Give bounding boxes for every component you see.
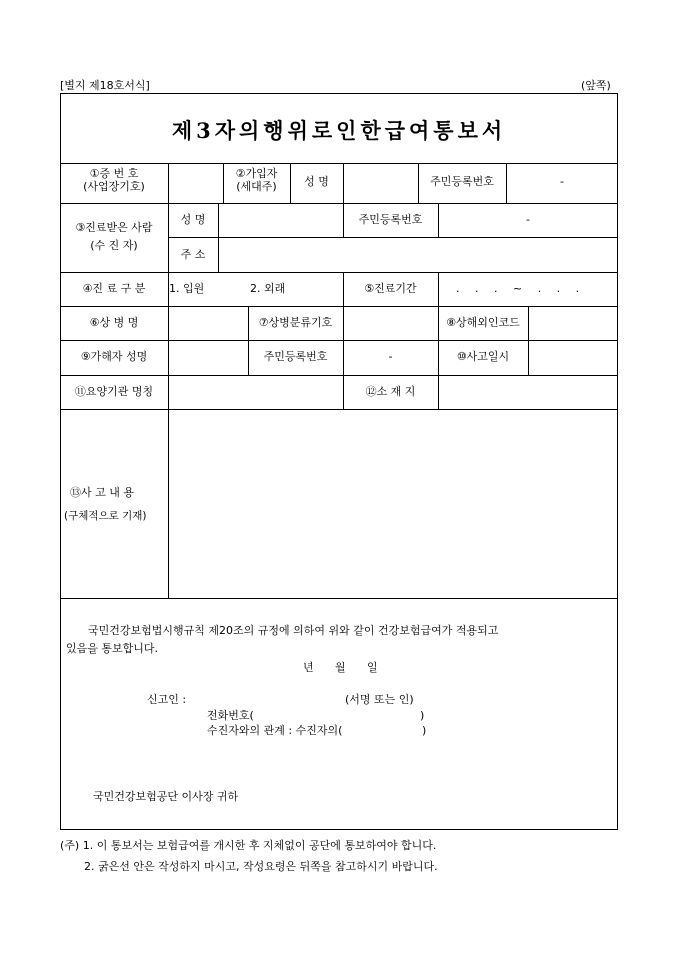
phone-label: 전화번호( bbox=[207, 709, 254, 722]
divider bbox=[343, 306, 344, 375]
accident-details-field[interactable] bbox=[169, 410, 617, 597]
treatment-period-label: ⑤진료기간 bbox=[364, 282, 417, 295]
notice-text-line1: 국민건강보험법시행규칙 제20조의 규정에 의하여 위와 같이 건강보험급여가 적용되고 bbox=[88, 624, 499, 637]
accident-date-label: ⑩사고일시 bbox=[456, 350, 510, 363]
notice-text-line2: 있음을 통보합니다. bbox=[66, 642, 159, 655]
divider bbox=[60, 340, 618, 341]
patient-name-label: 성 명 bbox=[180, 213, 206, 226]
divider bbox=[60, 163, 618, 164]
workplace-code-label: (사업장기호) bbox=[83, 180, 145, 193]
disease-name-label: ⑥상 병 명 bbox=[89, 316, 139, 329]
page-side-label: (앞쪽) bbox=[581, 79, 611, 92]
outpatient-option[interactable]: 2. 외래 bbox=[250, 282, 286, 295]
accident-details-label: ⑬사 고 내 용 bbox=[70, 486, 134, 499]
patient-address-label: 주 소 bbox=[180, 248, 206, 261]
addressee: 국민건강보험공단 이사장 귀하 bbox=[93, 790, 239, 803]
divider bbox=[168, 237, 618, 238]
footnote-1: (주) 1. 이 통보서는 보험급여를 개시한 후 지체없이 공단에 통보하여야 합니다. bbox=[60, 839, 437, 852]
signature-label: (서명 또는 인) bbox=[345, 693, 414, 706]
subscriber-rrn-value[interactable]: - bbox=[560, 175, 564, 188]
divider bbox=[60, 375, 618, 376]
divider bbox=[438, 375, 439, 409]
patient-sub-label: (수 진 자) bbox=[90, 239, 138, 252]
householder-label: (세대주) bbox=[236, 180, 277, 193]
relation-close-paren: ) bbox=[422, 724, 427, 737]
year-label: 년 bbox=[303, 661, 314, 674]
treatment-type-label: ④진 료 구 분 bbox=[82, 282, 146, 295]
divider bbox=[218, 203, 219, 272]
patient-rrn-label: 주민등록번호 bbox=[358, 213, 423, 226]
relation-label: 수진자와의 관계 : 수진자의( bbox=[207, 724, 343, 737]
patient-rrn-value[interactable]: - bbox=[526, 213, 530, 226]
divider bbox=[60, 272, 618, 273]
month-label: 월 bbox=[335, 661, 346, 674]
subscriber-label: ②가입자 bbox=[235, 167, 278, 180]
divider bbox=[343, 163, 344, 203]
patient-label: ③진료받은 사람 bbox=[75, 221, 153, 234]
divider bbox=[60, 598, 618, 599]
reporter-label: 신고인 : bbox=[147, 693, 187, 706]
divider bbox=[528, 306, 529, 375]
external-cause-code-label: ⑧상해외인코드 bbox=[446, 316, 520, 329]
facility-location-label: ⑫소 재 지 bbox=[365, 385, 416, 398]
phone-close-paren: ) bbox=[420, 709, 425, 722]
document-title: 제3자의행위로인한급여통보서 bbox=[171, 118, 507, 143]
inpatient-option[interactable]: 1. 입원 bbox=[169, 282, 205, 295]
offender-rrn-value[interactable]: - bbox=[388, 350, 393, 363]
facility-name-label: ⑪요양기관 명칭 bbox=[74, 385, 154, 398]
form-number-label: [별지 제18호서식] bbox=[60, 79, 150, 92]
divider bbox=[60, 306, 618, 307]
insurance-number-label: ①증 번 호 bbox=[89, 167, 139, 180]
disease-code-label: ⑦상병분류기호 bbox=[258, 316, 333, 329]
divider bbox=[60, 203, 618, 204]
subscriber-rrn-label: 주민등록번호 bbox=[430, 175, 494, 188]
treatment-period-value[interactable]: . . . ~ . . . bbox=[456, 282, 586, 295]
subscriber-name-label: 성 명 bbox=[304, 175, 329, 188]
offender-rrn-label: 주민등록번호 bbox=[263, 350, 328, 363]
accident-details-hint: (구체적으로 기재) bbox=[64, 510, 147, 522]
day-label: 일 bbox=[367, 661, 378, 674]
footnote-2: 2. 굵은선 안은 작성하지 마시고, 작성요령은 뒤쪽을 참고하시기 바랍니다. bbox=[84, 860, 438, 873]
divider bbox=[438, 272, 439, 306]
offender-name-label: ⑨가해자 성명 bbox=[80, 350, 148, 363]
